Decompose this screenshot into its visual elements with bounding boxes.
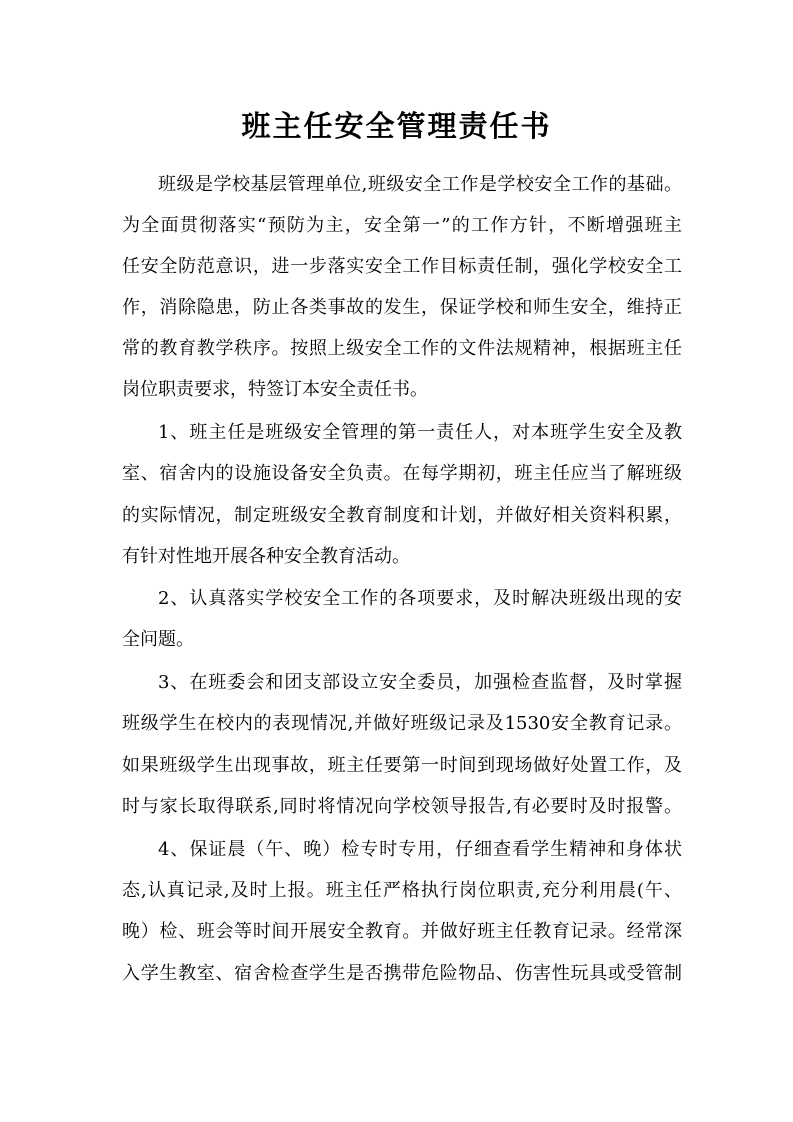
paragraph-line: 时与家长取得联系,同时将情况向学校领导报告,有必要时及时报警。	[122, 796, 682, 817]
paragraph-line: 班级学生在校内的表现情况,并做好班级记录及1530安全教育记录。	[122, 713, 682, 734]
paragraph-line: 4、保证晨（午、晚）检专时专用，仔细查看学生精神和身体状	[158, 839, 682, 860]
paragraph-line: 1、班主任是班级安全管理的第一责任人，对本班学生安全及教	[158, 422, 682, 443]
paragraph-line: 作，消除隐患，防止各类事故的发生，保证学校和师生安全，维持正	[122, 297, 682, 318]
paragraph-line: 常的教育教学秩序。按照上级安全工作的文件法规精神，根据班主任	[122, 338, 682, 359]
paragraph-line: 入学生教室、宿舍检查学生是否携带危险物品、伤害性玩具或受管制	[122, 963, 682, 984]
paragraph-line: 全问题。	[122, 629, 194, 650]
paragraph-line: 岗位职责要求，特签订本安全责任书。	[122, 379, 428, 400]
document-title: 班主任安全管理责任书	[241, 109, 552, 143]
paragraph-line: 晚）检、班会等时间开展安全教育。并做好班主任教育记录。经常深	[122, 921, 682, 942]
paragraph-line: 如果班级学生出现事故，班主任要第一时间到现场做好处置工作，及	[122, 755, 682, 776]
paragraph-line: 室、宿舍内的设施设备安全负责。在每学期初，班主任应当了解班级	[122, 463, 682, 484]
paragraph-line: 有针对性地开展各种安全教育活动。	[122, 546, 410, 567]
paragraph-line: 3、在班委会和团支部设立安全委员，加强检查监督，及时掌握	[158, 672, 682, 693]
paragraph-line: 的实际情况，制定班级安全教育制度和计划，并做好相关资料积累，	[122, 505, 682, 526]
paragraph-line: 态,认真记录,及时上报。班主任严格执行岗位职责,充分利用晨(午、	[122, 880, 682, 901]
paragraph-line: 任安全防范意识，进一步落实安全工作目标责任制，强化学校安全工	[122, 256, 682, 277]
paragraph-line: 2、认真落实学校安全工作的各项要求，及时解决班级出现的安	[158, 588, 682, 609]
paragraph-line: 班级是学校基层管理单位,班级安全工作是学校安全工作的基础。	[158, 174, 682, 195]
paragraph-line: 为全面贯彻落实“预防为主，安全第一”的工作方针，不断增强班主	[122, 215, 682, 236]
